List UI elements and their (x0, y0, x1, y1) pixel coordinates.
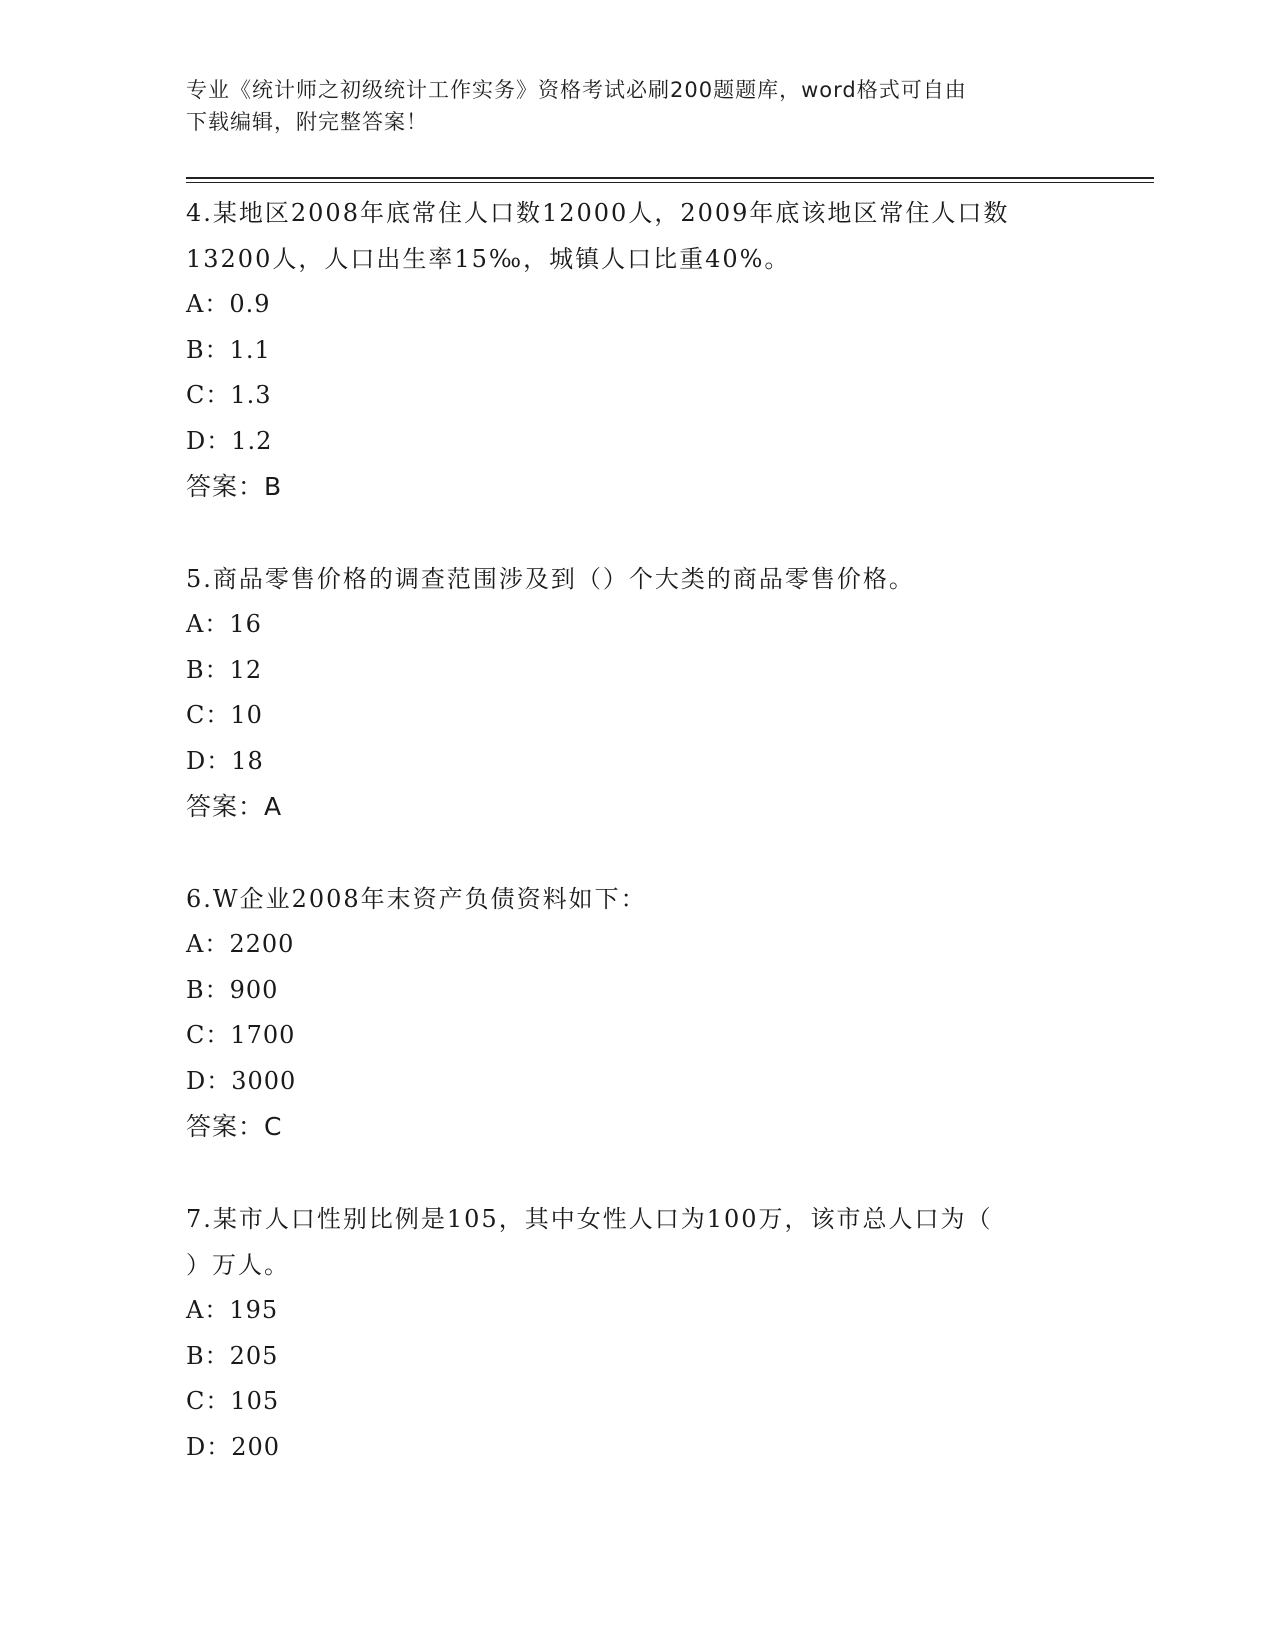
question-spacer (186, 510, 1086, 556)
page-header (186, 74, 1086, 138)
option-c: C：1.3 (186, 381, 272, 409)
question-text-continued: 13200人，人口出生率15‰，城镇人口比重40%。 (186, 245, 791, 273)
answer: 答案：C (186, 1112, 283, 1141)
option-b: B：900 (186, 975, 279, 1004)
option-c: C：105 (186, 1387, 280, 1415)
question-5 (186, 556, 1086, 830)
option-a: A：16 (186, 610, 262, 638)
option-d: D：3000 (186, 1066, 297, 1095)
option-a: A：195 (186, 1296, 279, 1324)
option-b: B：1.1 (186, 335, 271, 364)
question-list (186, 190, 1086, 1470)
question-text: 6.W企业2008年末资产负债资料如下： (186, 885, 647, 913)
option-d: D：18 (186, 746, 264, 775)
option-d: D：200 (186, 1432, 281, 1461)
option-c: C：1700 (186, 1021, 296, 1049)
question-text-continued: ）万人。 (186, 1251, 290, 1279)
option-d: D：1.2 (186, 426, 273, 455)
header-divider (186, 177, 1154, 179)
answer: 答案：A (186, 792, 283, 821)
answer: 答案：B (186, 472, 283, 501)
question-spacer (186, 830, 1086, 876)
question-4 (186, 190, 1086, 510)
intro-line-2: 下载编辑，附完整答案！ (186, 110, 428, 134)
option-a: A：0.9 (186, 290, 271, 318)
question-text: 7.某市人口性别比例是105，其中女性人口为100万，该市总人口为（ (186, 1205, 993, 1233)
intro-line-1: 专业《统计师之初级统计工作实务》资格考试必刷200题题库，word格式可自由 (186, 78, 967, 102)
question-spacer (186, 1150, 1086, 1196)
question-text: 4.某地区2008年底常住人口数12000人，2009年底该地区常住人口数 (186, 199, 1010, 227)
option-b: B：12 (186, 655, 263, 684)
option-c: C：10 (186, 701, 263, 729)
option-b: B：205 (186, 1341, 279, 1370)
question-text: 5.商品零售价格的调查范围涉及到（）个大类的商品零售价格。 (186, 565, 915, 593)
question-6 (186, 876, 1086, 1150)
option-a: A：2200 (186, 930, 295, 958)
question-7 (186, 1196, 1086, 1470)
